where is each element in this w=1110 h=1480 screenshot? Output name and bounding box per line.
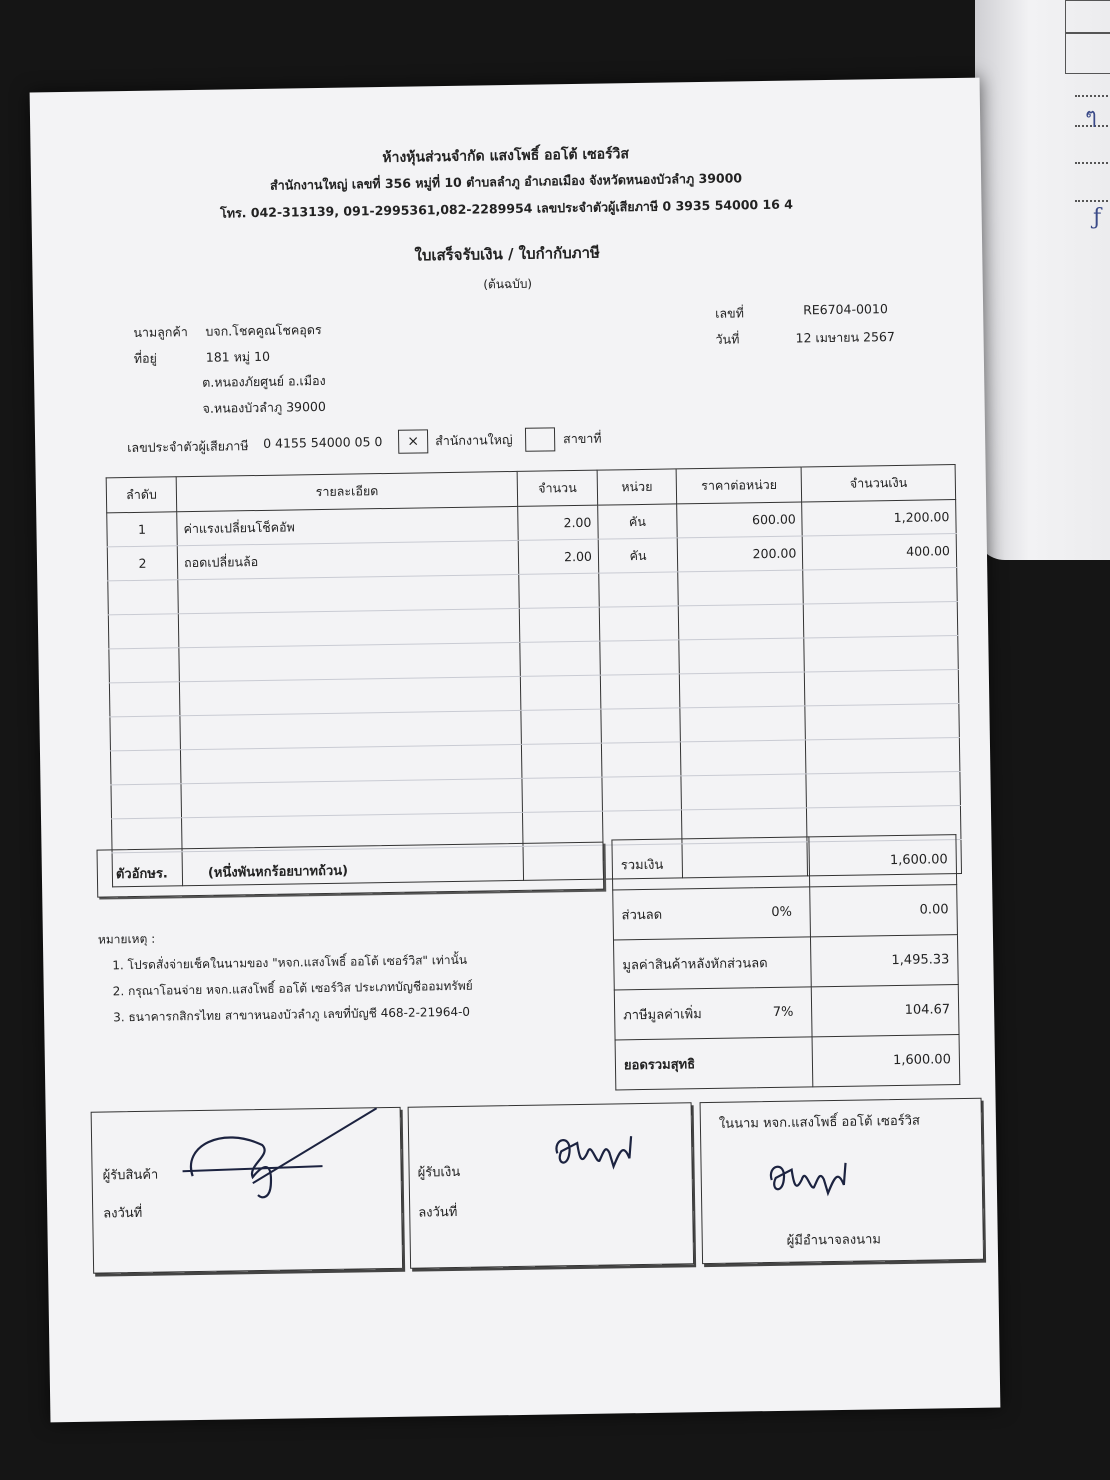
company-name: ห้างหุ้นส่วนจำกัด แสงโพธิ์ ออโต้ เซอร์วิส <box>382 146 630 167</box>
row-amount: 1,200.00 <box>802 500 956 536</box>
grand-total-value: 1,600.00 <box>812 1035 960 1087</box>
branch-checkbox[interactable] <box>525 427 555 451</box>
document-title: ใบเสร็จรับเงิน / ใบกำกับภาษี <box>414 243 601 265</box>
customer-address-line: ต.หนองภัยศูนย์ อ.เมือง <box>202 372 326 390</box>
side-dotted-line <box>1075 162 1110 164</box>
amount-in-words-box <box>97 842 605 898</box>
doc-date-label: วันที่ <box>715 331 740 347</box>
header-amount: จำนวนเงิน <box>801 465 955 502</box>
total-value: 1,600.00 <box>809 835 957 887</box>
side-table-cell <box>1065 0 1110 34</box>
company-address: สำนักงานใหญ่ เลขที่ 356 หมู่ที่ 10 ตำบลลำภู อำเภอเมือง จังหวัดหนองบัวลำภู 39000 <box>269 170 743 193</box>
summary-row <box>613 935 958 990</box>
side-handwriting: ๆ <box>1085 104 1097 129</box>
customer-name-label: นามลูกค้า <box>133 324 188 340</box>
row-price: 600.00 <box>677 502 803 538</box>
side-table-cell <box>1065 32 1110 74</box>
discount-label: ส่วนลด <box>613 888 754 940</box>
row-unit: คัน <box>598 504 678 539</box>
items-table <box>106 464 962 887</box>
receiver-money-signature <box>547 1122 658 1184</box>
head-office-checkbox[interactable]: × <box>398 429 428 453</box>
customer-address-line: 181 หมู่ 10 <box>205 348 271 365</box>
copy-label: (ต้นฉบับ) <box>483 276 533 292</box>
receiver-goods-signature <box>152 1103 394 1207</box>
summary-row <box>614 985 959 1040</box>
head-office-label: สำนักงานใหญ่ <box>435 432 513 449</box>
receiver-money-box <box>408 1102 695 1268</box>
discount-value: 0.00 <box>810 885 958 937</box>
receiver-goods-date-label: ลงวันที่ <box>103 1205 143 1222</box>
branch-label: สาขาที่ <box>562 430 602 447</box>
row-price: 200.00 <box>677 536 803 572</box>
summary-table <box>611 834 960 1090</box>
row-desc: ถอดเปลี่ยนล้อ <box>177 540 519 579</box>
doc-date: 12 เมษายน 2567 <box>795 328 895 346</box>
row-no: 2 <box>107 546 178 581</box>
receiver-money-date-label: ลงวันที่ <box>418 1204 458 1221</box>
authorized-signer-box <box>700 1098 985 1264</box>
header-price: ราคาต่อหน่วย <box>676 467 802 504</box>
notes-title: หมายเหตุ : <box>97 931 156 947</box>
on-behalf-label: ในนาม หจก.แสงโพธิ์ ออโต้ เซอร์วิส <box>718 1113 921 1132</box>
side-handwriting: ƒ <box>1093 205 1102 230</box>
authorized-signature <box>761 1148 872 1210</box>
note-item: 2. กรุณาโอนจ่าย หจก.แสงโพธิ์ ออโต้ เซอร์วิส ประเภทบัญชีออมทรัพย์ <box>112 978 473 999</box>
company-phone-tax: โทร. 042-313139, 091-2995361,082-2289954 เลขประจำตัวผู้เสียภาษี 0 3935 54000 16 4 <box>219 196 794 221</box>
header-no: ลำดับ <box>106 477 177 513</box>
row-amount: 400.00 <box>803 534 957 570</box>
doc-number: RE6704-0010 <box>803 301 888 318</box>
after-discount-value: 1,495.33 <box>810 935 958 987</box>
receiver-goods-box <box>91 1107 404 1274</box>
receiver-money-label: ผู้รับเงิน <box>417 1164 461 1181</box>
doc-number-label: เลขที่ <box>715 305 744 321</box>
row-no: 1 <box>107 512 178 547</box>
side-dotted-line <box>1075 200 1110 202</box>
authorized-signer-label: ผู้มีอำนาจลงนาม <box>786 1232 882 1249</box>
tax-id-label: เลขประจำตัวผู้เสียภาษี <box>127 438 249 456</box>
vat-value: 104.67 <box>811 985 959 1037</box>
discount-percent: 0% <box>753 887 810 938</box>
summary-row <box>612 835 957 890</box>
background-receipt-book <box>975 0 1110 560</box>
grand-total-label: ยอดรวมสุทธิ <box>615 1037 813 1090</box>
header-qty: จำนวน <box>517 470 597 506</box>
row-qty: 2.00 <box>518 505 598 540</box>
side-dotted-line <box>1075 95 1110 97</box>
customer-name: บจก.โชคคูณโชคอุดร <box>205 321 322 339</box>
after-discount-label: มูลค่าสินค้าหลังหักส่วนลด <box>613 937 811 990</box>
notes <box>98 921 474 1031</box>
note-item: 1. โปรดสั่งจ่ายเช็คในนามของ "หจก.แสงโพธิ์ ออโต้ เซอร์วิส" เท่านั้น <box>112 952 468 973</box>
summary-row <box>615 1035 960 1090</box>
customer-tax-id: 0 4155 54000 05 0 <box>263 434 383 451</box>
vat-label: ภาษีมูลค่าเพิ่ม <box>614 988 755 1040</box>
amount-in-words-label: ตัวอักษร. <box>115 866 168 883</box>
customer-address-line: จ.หนองบัวลำภู 39000 <box>202 398 327 416</box>
receiver-goods-label: ผู้รับสินค้า <box>102 1167 159 1184</box>
header-desc: รายละเอียด <box>176 471 518 511</box>
total-label: รวมเงิน <box>612 837 810 890</box>
amount-in-words: (หนึ่งพันหกร้อยบาทถ้วน) <box>207 863 349 881</box>
vat-percent: 7% <box>755 987 812 1038</box>
note-item: 3. ธนาคารกสิกรไทย สาขาหนองบัวลำภู เลขที่บัญชี 468-2-21964-0 <box>113 1004 471 1025</box>
customer-address-label: ที่อยู่ <box>133 350 157 366</box>
row-qty: 2.00 <box>518 539 598 574</box>
header-unit: หน่วย <box>597 469 677 505</box>
row-unit: คัน <box>598 538 678 573</box>
row-desc: ค่าแรงเปลี่ยนโช็คอัพ <box>177 506 519 545</box>
summary-row <box>613 885 958 940</box>
receipt-page <box>30 78 1001 1423</box>
